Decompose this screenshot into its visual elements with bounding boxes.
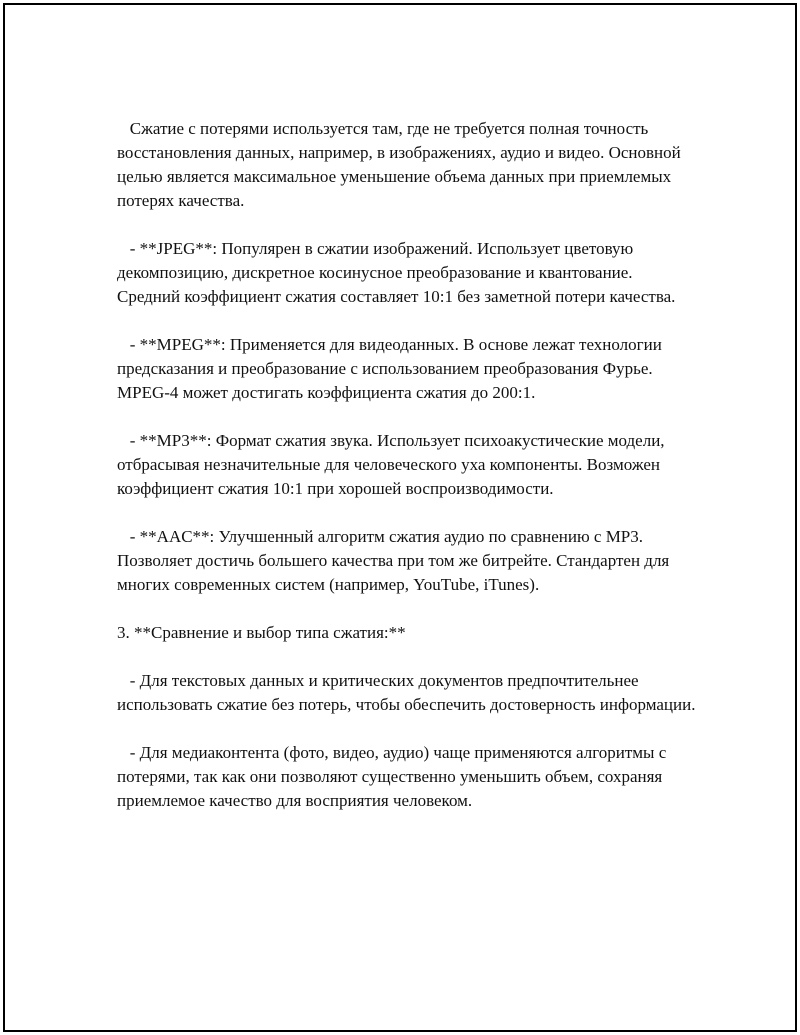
paragraph-mpeg: - **MPEG**: Применяется для видеоданных. В основе лежат технологии предсказания и преобразование с использованием преобразования Фурье. MPEG-4 может достигать коэффициента сжатия до 200:1. xyxy=(117,335,667,402)
paragraph-mp3: - **MP3**: Формат сжатия звука. Использует психоакустические модели, отбрасывая незначительные для человеческого уха компоненты. Возможен коэффициент сжатия 10:1 при хорошей воспроизводимости. xyxy=(117,431,669,498)
paragraph-media-content: - Для медиаконтента (фото, видео, аудио) чаще применяются алгоритмы с потерями, так как они позволяют существенно уменьшить объем, сохраняя приемлемое качество для восприятия человеком. xyxy=(117,743,671,810)
paragraph-lossy-intro: Сжатие с потерями используется там, где не требуется полная точность восстановления данных, например, в изображениях, аудио и видео. Основной целью является максимальное уменьшение объема данных при приемлемых потерях качества. xyxy=(117,119,685,210)
paragraph-aac: - **AAC**: Улучшенный алгоритм сжатия аудио по сравнению с MP3. Позволяет достичь большего качества при том же битрейте. Стандартен для многих современных систем (например, YouTube, iTunes). xyxy=(117,527,674,594)
paragraph-text-data: - Для текстовых данных и критических документов предпочтительнее использовать сжатие без потерь, чтобы обеспечить достоверность информации. xyxy=(117,671,696,714)
section-heading-comparison: 3. **Сравнение и выбор типа сжатия:** xyxy=(117,623,406,642)
paragraph-jpeg: - **JPEG**: Популярен в сжатии изображений. Использует цветовую декомпозицию, дискретное косинусное преобразование и квантование. Средний коэффициент сжатия составляет 10:1 без заметной потери качества. xyxy=(117,239,676,306)
document-body xyxy=(117,117,697,813)
